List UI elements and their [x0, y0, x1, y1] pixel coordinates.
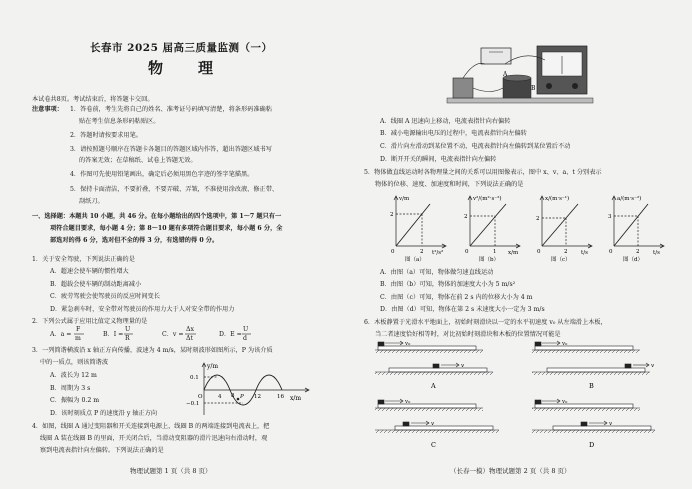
question-1-option: B．超载会使车辆的制动距离减小 — [50, 281, 142, 288]
v-label: v — [461, 363, 465, 369]
graph-c-tick-y: 2 — [536, 216, 540, 222]
wave-tick-x: 4 — [218, 394, 222, 400]
v-label: v — [651, 363, 655, 369]
q5-graphs — [378, 190, 678, 262]
question-4-stem: 线圈 A 装在线圈 B 的里面，开关闭合后，当滑动变阻器的滑片迅速向右滑动时，观 — [40, 435, 268, 442]
question-5-option: C．由图（c）可知，物体在前 2 s 内的位移大小为 4 m — [380, 294, 533, 301]
graph-b-y-label: v²/(m²·s⁻²) — [473, 196, 502, 202]
notice-item: 贴在考生信息条形码粘贴区。 — [79, 118, 160, 125]
graph-a-caption: 图（a） — [405, 257, 425, 262]
v0-label: v₀ — [562, 341, 568, 347]
question-6-stem: 当二者速度恰好相等时，对比初始时刻滑块和木板的位置情况可能是 — [375, 331, 561, 338]
graph-d-tick-y: 3 — [608, 214, 612, 220]
fraction-den: R — [125, 335, 130, 342]
graph-d-x-label: t/s — [653, 250, 660, 256]
question-4-stem: 4．如图，线圈 A 通过变阻器和开关连接到电源上，线圈 B 的两端连接到电流表上，把 — [32, 423, 270, 430]
question-2-stem: 2．下列公式属于应用比值定义物理量的是 — [32, 318, 148, 325]
question-3-stem: 中的一质点，则该简谐波 — [40, 359, 109, 366]
graph-b-x-label: x/m — [508, 250, 519, 256]
footer-left: 物理试题第 1 页（共 8 页） — [130, 467, 212, 475]
wave-tick-x: 12 — [254, 394, 261, 400]
section-heading: 一、选择题：本题共 10 小题，共 46 分。在每小题给出的四个选项中，第 1～7 题只有一 — [32, 213, 282, 220]
notice-item: 的答案无效；在草稿纸、试卷上答题无效。 — [79, 157, 197, 164]
graph-a-y-label: v/m — [399, 196, 410, 202]
question-4-option: A．线圈 A 迅速向上移动，电流表指针向右偏转 — [380, 118, 511, 125]
graph-b-tick-y: 2 — [464, 214, 468, 220]
question-4-option: B．减小电源输出电压的过程中，电流表指针向左偏转 — [380, 130, 527, 137]
notice-item: 1．答卷前，考生先将自己的姓名、准考证号码填写清楚，将条形码准确粘 — [70, 106, 272, 113]
v0-label: v₀ — [562, 399, 568, 405]
graph-c-origin: 0 — [537, 249, 541, 255]
wave-tick-x: 8 — [231, 393, 235, 399]
option-label-c: C — [431, 441, 436, 449]
wave-tick-y: 0.1 — [190, 375, 199, 381]
v0-label: v₀ — [405, 341, 411, 347]
question-4-option: C．滑片向左滑动到某位置不动，电流表指针向左偏转到某位置后不动 — [380, 143, 571, 150]
question-5-option: D．由图（d）可知，物体在第 2 s 末速度大小一定为 3 m/s — [380, 306, 545, 313]
fraction-num: U — [243, 326, 249, 333]
question-3-option: A．波长为 12 m — [50, 372, 97, 379]
graph-a-x-label: t²/s² — [432, 250, 444, 256]
wave-point-p: P — [240, 394, 244, 400]
graph-c-tick-x: 2 — [564, 249, 568, 255]
notice-item: 3．请按照题号顺序在答题卡各题目的答题区域内作答，超出答题区域书写 — [70, 146, 272, 153]
v-label: v — [431, 421, 435, 427]
coil-a-label: A — [503, 71, 508, 78]
induction-apparatus-figure — [445, 40, 595, 110]
question-2-option: D．E = — [219, 331, 242, 338]
wave-figure — [184, 360, 314, 420]
wave-x-label: x/m — [290, 395, 302, 402]
fraction-den: Δt — [186, 335, 193, 342]
footer-right: （长春一模）物理试题第 2 页（共 8 页） — [450, 467, 571, 475]
notice-item: 5．保持卡面清洁，不要折叠，不要弄破、弄皱，不准使用涂改液、修正带、 — [70, 186, 279, 193]
intro-line: 本试卷共8页。考试结束后，将答题卡交回。 — [32, 96, 154, 103]
graph-a-origin: 0 — [391, 249, 395, 255]
notice-item: 4．作图可先使用铅笔画出，确定后必须用黑色字迹的签字笔描黑。 — [70, 171, 254, 178]
question-1-option: D．紧急刹车时，安全带对驾驶员的作用力大于人对安全带的作用力 — [50, 306, 235, 313]
graph-a-tick-y: 2 — [390, 212, 394, 218]
question-4-option: D．断开开关的瞬间，电流表指针向左偏转 — [380, 156, 497, 163]
question-2-option: C．v = — [162, 331, 184, 338]
question-2-option: B．I = — [103, 331, 124, 338]
question-1-stem: 1．关于安全驾驶，下列说法正确的是 — [32, 256, 135, 263]
wave-tick-x: 16 — [277, 394, 284, 400]
fraction-den: m — [75, 335, 81, 342]
section-heading: 项符合题目要求，每小题 4 分；第 8～10 题有多项符合题目要求，每小题 6 分，全 — [50, 225, 283, 232]
fraction-num: Δx — [186, 326, 194, 333]
option-label-d: D — [589, 441, 595, 449]
graph-b-tick-x: 1 — [493, 249, 497, 255]
graph-d-caption: 图（d） — [623, 257, 644, 262]
graph-b-caption: 图（b） — [479, 257, 500, 262]
wave-y-label: y/m — [207, 363, 219, 370]
graph-c-x-label: t/s — [581, 250, 588, 256]
question-3-option: D．该时刻质点 P 的速度沿 y 轴正方向 — [50, 410, 158, 417]
graph-c-y-label: x/(m·s⁻¹) — [545, 196, 570, 202]
v-label: v — [609, 421, 613, 427]
q6-board-figures — [375, 338, 675, 458]
question-3-option: B．周期为 3 s — [50, 385, 91, 392]
exam-title: 长春市 2025 届高三质量监测（一） — [90, 42, 273, 54]
fraction-num: U — [125, 326, 131, 333]
question-6-stem: 6．木板静置于光滑水平地面上，初始时刻滑块以一定的水平初速度 v₀ 从左端滑上木板， — [364, 319, 607, 326]
v0-label: v₀ — [405, 399, 411, 405]
fraction-den: d — [243, 335, 247, 342]
question-5-option: B．由图（b）可知，物体的加速度大小为 5 m/s² — [380, 281, 516, 288]
wave-tick-y: −0.1 — [186, 401, 200, 407]
question-1-option: A．超速会使车辆的惯性增大 — [50, 268, 129, 275]
graph-d-y-label: a/(m·s⁻²) — [617, 196, 642, 202]
graph-d-tick-x: 2 — [636, 249, 640, 255]
coil-b-label: B — [531, 85, 536, 92]
wave-origin: O — [198, 394, 203, 400]
question-5-stem: 物体的位移、速度、加速度和时间，下列说法正确的是 — [375, 181, 524, 188]
question-5-stem: 5．物体做直线运动时各物理量之间的关系可以用图像表示，图中 x、v、a、t 分别表示 — [364, 169, 602, 176]
option-label-b: B — [589, 382, 594, 390]
fraction-num: F — [76, 326, 81, 333]
question-2-option: A．a = — [50, 331, 72, 338]
question-3-option: C．振幅为 0.2 m — [50, 397, 100, 404]
question-1-option: C．疲劳驾驶会使驾驶员的反应时间变长 — [50, 293, 160, 300]
notice-label: 注意事项： — [32, 106, 63, 113]
graph-a-tick-x: 2 — [420, 249, 424, 255]
graph-d-origin: 0 — [609, 249, 613, 255]
graph-c-caption: 图（c） — [551, 257, 571, 262]
option-label-a: A — [431, 382, 436, 390]
question-5-option: A．由图（a）可知，物体做匀速直线运动 — [380, 269, 494, 276]
notice-item: 刮纸刀。 — [79, 198, 104, 205]
notice-item: 2．答题时请按要求用笔。 — [70, 132, 142, 139]
question-4-stem: 察到电流表指针向左偏转。下列说法正确的是 — [40, 447, 164, 454]
subject-title: 物 理 — [148, 59, 224, 77]
section-heading: 部选对的得 6 分，选对但不全的得 3 分，有选错的得 0 分。 — [50, 237, 219, 244]
question-3-stem: 3．一列简谐横波沿 x 轴正方向传播，波速为 4 m/s，某时刻波形如图所示，P 为该介质 — [32, 347, 273, 354]
graph-b-origin: 0 — [465, 249, 469, 255]
